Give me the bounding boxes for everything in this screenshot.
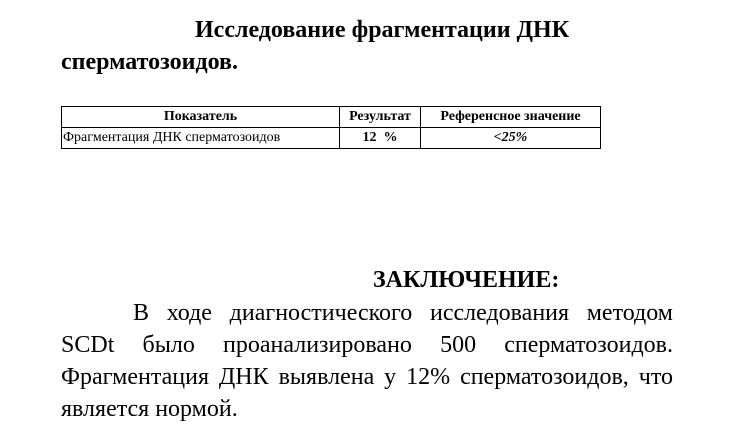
- document-title: Исследование фрагментации ДНК сперматозоидов.: [61, 17, 570, 75]
- conclusion-heading: ЗАКЛЮЧЕНИЕ:: [373, 267, 560, 293]
- column-header-result: Результат: [340, 107, 421, 128]
- indicator-cell: Фрагментация ДНК сперматозоидов: [62, 128, 340, 149]
- column-header-indicator: Показатель: [62, 107, 340, 128]
- conclusion-text: В ходе диагностического исследования методом SCDt было проанализировано 500 сперматозоидов. Фрагментация ДНК выявлена у 12% сперматозоидов, что является нормой.: [61, 300, 673, 422]
- column-header-reference: Референсное значение: [421, 107, 601, 128]
- result-cell: [340, 128, 421, 149]
- result-value: 12 %: [362, 130, 398, 145]
- table-row: [62, 128, 601, 149]
- table-header-row: [62, 107, 601, 128]
- results-table: [61, 106, 601, 149]
- reference-cell: <25%: [421, 128, 601, 149]
